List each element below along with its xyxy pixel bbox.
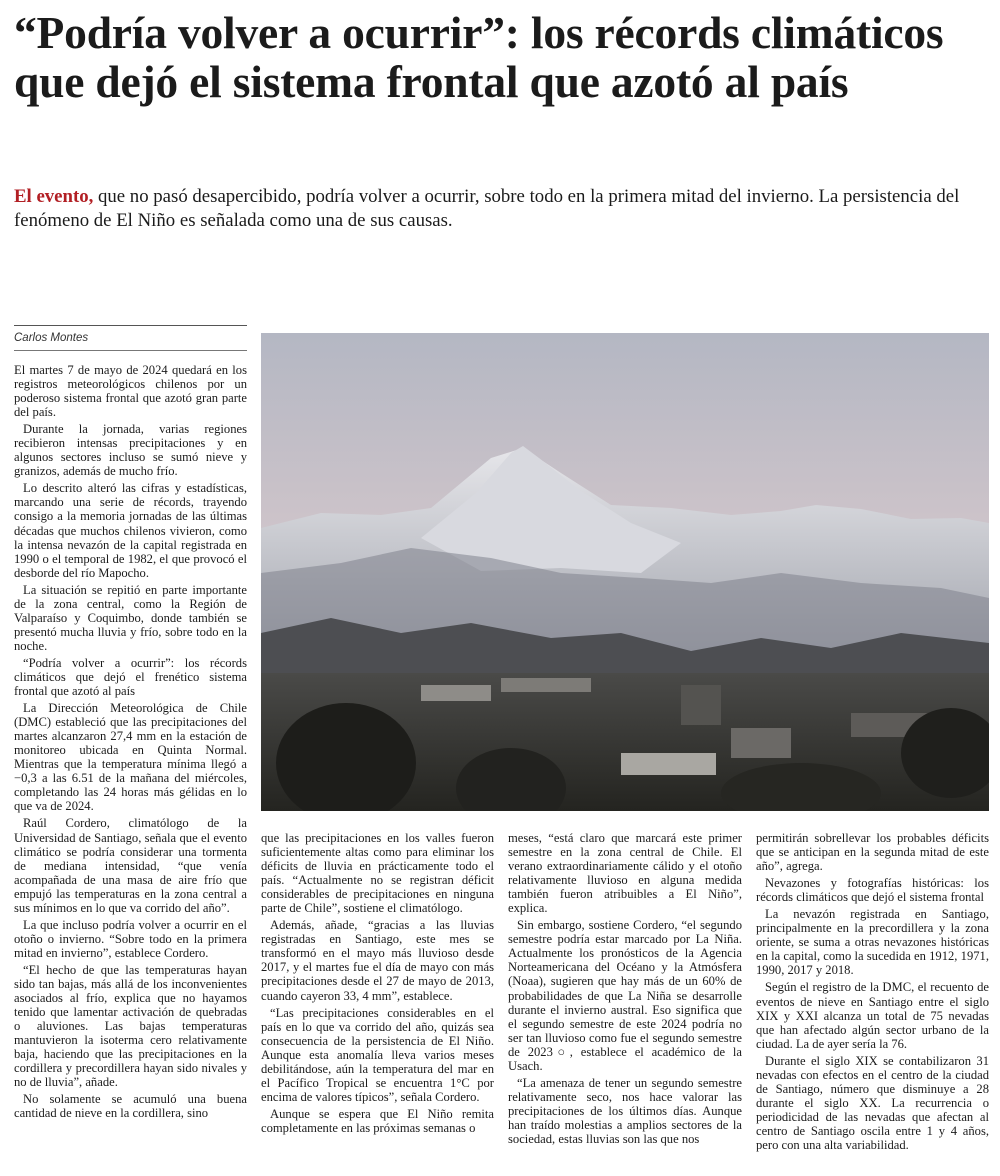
paragraph: Según el registro de la DMC, el recuento de eventos de nieve en Santiago entre el siglo XIX y XXI alcanza un total de 75 nevadas que han afectado algún sector urbano de la ciudad. La de ayer sería la 76.: [756, 980, 989, 1051]
paragraph: La nevazón registrada en Santiago, principalmente en la precordillera y la zona oriente, se suma a otras nevazones históricas en la capital, como la sucedida en 1912, 1971, 1990, 2017 y 2018.: [756, 907, 989, 978]
paragraph: Aunque se espera que El Niño remita completamente en las próximas semanas o: [261, 1106, 494, 1135]
paragraph: Raúl Cordero, climatólogo de la Universidad de Santiago, señala que el evento climático se podría considerar una tormenta de mediana intensidad, “que venía acompañada de una masa de aire frío que empujó las temperaturas en la zona central a sus mínimos en lo que va corrido del año”.: [14, 816, 247, 915]
paragraph: Lo descrito alteró las cifras y estadísticas, marcando una serie de récords, trayendo consigo a la memoria jornadas de las últimas décadas que muchos chilenos vivieron, como la intensa nevazón de la capital registrada en 1990 o el temporal de 1982, el que provocó el desborde del río Mapocho.: [14, 481, 247, 580]
paragraph: “Las precipitaciones considerables en el país en lo que va corrido del año, quizás sea consecuencia de la persistencia de El Niño. Aunque esta anomalía lleva varios meses debilitándose, aún la temperatura del mar en el Pacífico Tropical se encuentra 1°C por encima de valores típicos”, señala Cordero.: [261, 1005, 494, 1104]
paragraph: meses, “está claro que marcará este primer semestre en la zona central de Chile. El verano extraordinariamente cálido y el otoño relativamente lluvioso en alguna medida también fueron atribuibles a El Niño”, explica.: [508, 831, 742, 916]
building: [731, 728, 791, 758]
body-column-2: [261, 831, 494, 1173]
headline: “Podría volver a ocurrir”: los récords climáticos que dejó el sistema frontal que azotó al país: [14, 7, 944, 107]
article-photo: [261, 333, 989, 811]
paragraph: “La amenaza de tener un segundo semestre relativamente seco, nos hace valorar las precipitaciones de los últimos días. Aunque han traído molestias a amplios sectores de la sociedad, estas lluvias son las que nos: [508, 1075, 742, 1146]
paragraph: permitirán sobrellevar los probables déficits que se anticipan en la segunda mitad de este año”, agrega.: [756, 831, 989, 874]
paragraph: Además, añade, “gracias a las lluvias registradas en Santiago, este mes se transformó en el mayo más lluvioso desde 2017, y el martes fue el día de mayo con más precipitaciones desde el 27 de mayo de 2013, cuando cayeron 33, 4 mm”, establece.: [261, 918, 494, 1003]
paragraph: Durante la jornada, varias regiones recibieron intensas precipitaciones y en algunos sectores incluso se sumó nieve y granizos, además de mucho frío.: [14, 422, 247, 479]
paragraph: No solamente se acumuló una buena cantidad de nieve en la cordillera, sino: [14, 1092, 247, 1121]
body-column-3: [508, 831, 742, 1173]
building: [421, 685, 491, 701]
building: [501, 678, 591, 692]
paragraph: “El hecho de que las temperaturas hayan sido tan bajas, más allá de los inconvenientes asociados al frío, explica que no hayamos tenido que lamentar activación de quebradas o aluviones. Las bajas temperaturas mantuvieron la isoterma cero relativamente baja, haciendo que las precipitaciones en la cordillera y precordillera hayan sido nivales y no de lluvia”, añade.: [14, 962, 247, 1090]
deck-lead: El evento,: [14, 186, 94, 207]
building: [621, 753, 716, 775]
paragraph: La que incluso podría volver a ocurrir en el otoño o invierno. “Sobre todo en la primera mitad en invierno”, establece Cordero.: [14, 917, 247, 960]
body-column-4: [756, 831, 989, 1173]
paragraph: El martes 7 de mayo de 2024 quedará en los registros meteorológicos chilenos por un poderoso sistema frontal que azotó gran parte del país.: [14, 363, 247, 420]
deck-text: que no pasó desapercibido, podría volver a ocurrir, sobre todo en la primera mitad del invierno. La persistencia del fenómeno de El Niño es señalada como una de sus causas.: [14, 186, 960, 231]
paragraph: Sin embargo, sostiene Cordero, “el segundo semestre podría estar marcado por La Niña. Actualmente los pronósticos de la Agencia Norteamericana del Océano y la Atmósfera (Noaa), sugieren que hay más de un 60% de probabilidades de que La Niña se desarrolle durante el invierno austral. Eso significa que el segundo semestre de este 2024 podría no ser tan lluvioso como fue el segundo semestre de 2023○, establece el académico de la Usach.: [508, 918, 742, 1073]
paragraph: Durante el siglo XIX se contabilizaron 31 nevadas con efectos en el centro de la ciudad de Santiago, número que disminuye a 28 durante el siglo XX. La recurrencia o periodicidad de las nevadas que afectan al centro de Santiago oscila entre 1 y 4 años, pero con una alta variabilidad.: [756, 1053, 989, 1152]
paragraph: La situación se repitió en parte importante de la zona central, como la Región de Valparaíso y Coquimbo, donde también se presentó mucha lluvia y frío, sobre todo en la noche.: [14, 582, 247, 653]
paragraph: que las precipitaciones en los valles fueron suficientemente altas como para eliminar los déficits de lluvia en prácticamente todo el país. “Actualmente no se registran déficit considerables de precipitaciones en ninguna parte de Chile”, sostiene el climatólogo.: [261, 831, 494, 916]
paragraph: “Podría volver a ocurrir”: los récords climáticos que dejó el frenético sistema frontal que azotó al país: [14, 655, 247, 699]
byline: Carlos Montes: [14, 326, 247, 351]
paragraph: Nevazones y fotografías históricas: los récords climáticos que dejó el sistema frontal: [756, 876, 989, 905]
photo-snowy-mountain-city: [261, 333, 989, 811]
deck: [14, 185, 989, 232]
building: [681, 685, 721, 725]
paragraph: La Dirección Meteorológica de Chile (DMC) estableció que las precipitaciones del martes alcanzaron 27,4 mm en la estación de monitoreo ubicada en Quinta Normal. Mientras que la temperatura mínima llegó a −0,3 a las 6.51 de la mañana del miércoles, completando las 24 horas más gélidas en lo que va de 2024.: [14, 701, 247, 814]
byline-rule: [14, 325, 247, 351]
body-column-1: [14, 363, 247, 1173]
